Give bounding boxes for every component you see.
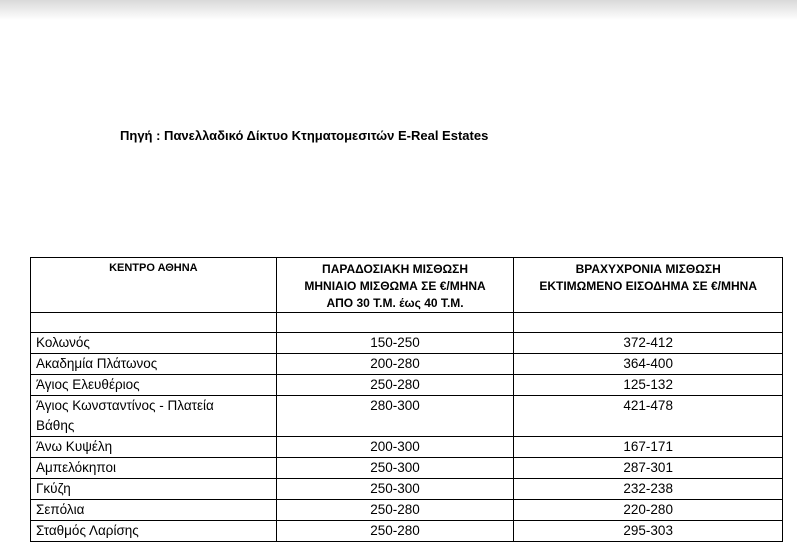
traditional-rent-cell: 250-300: [276, 479, 514, 500]
table-row: [31, 396, 783, 437]
short-term-rent-cell: 167-171: [514, 437, 783, 458]
area-cell: Άγιος Ελευθέριος: [31, 375, 277, 396]
header-traditional-line-3: ΑΠΟ 30 Τ.Μ. έως 40 Τ.Μ.: [326, 296, 464, 310]
area-cell: Αμπελόκηποι: [31, 458, 277, 479]
source-caption: Πηγή : Πανελλαδικό Δίκτυο Κτηματομεσιτών E-Real Estates: [120, 128, 489, 143]
area-cell: Άνω Κυψέλη: [31, 437, 277, 458]
top-shadow: [0, 0, 797, 20]
header-traditional-rent: [276, 258, 514, 313]
traditional-rent-cell: 250-280: [276, 500, 514, 521]
short-term-rent-cell: 421-478: [514, 396, 783, 437]
table-row: [31, 437, 783, 458]
short-term-rent-cell: 287-301: [514, 458, 783, 479]
area-cell: Κολωνός: [31, 333, 277, 354]
traditional-rent-cell: 250-280: [276, 375, 514, 396]
rent-comparison-table: [30, 257, 783, 542]
header-traditional-line-1: ΠΑΡΑΔΟΣΙΑΚΗ ΜΙΣΘΩΣΗ: [322, 262, 469, 276]
short-term-rent-cell: 372-412: [514, 333, 783, 354]
table-row: [31, 458, 783, 479]
table-row: [31, 479, 783, 500]
short-term-rent-cell: 220-280: [514, 500, 783, 521]
empty-cell: [276, 313, 514, 333]
traditional-rent-cell: 150-250: [276, 333, 514, 354]
table-header-row: [31, 258, 783, 313]
header-area-line: ΚΕΝΤΡΟ ΑΘΗΝΑ: [109, 262, 198, 274]
area-cell: Σεπόλια: [31, 500, 277, 521]
area-cell: Ακαδημία Πλάτωνος: [31, 354, 277, 375]
traditional-rent-cell: 250-300: [276, 458, 514, 479]
area-cell: Άγιος Κωνσταντίνος - Πλατεία Βάθης: [31, 396, 277, 437]
short-term-rent-cell: 232-238: [514, 479, 783, 500]
short-term-rent-cell: 125-132: [514, 375, 783, 396]
header-short-term-line-2: ΕΚΤΙΜΩΜΕΝΟ ΕΙΣΟΔΗΜΑ ΣΕ €/ΜΗΝΑ: [539, 279, 758, 293]
header-traditional-line-2: ΜΗΝΙΑΙΟ ΜΙΣΘΩΜΑ ΣΕ €/ΜΗΝΑ: [304, 279, 486, 293]
table-row: [31, 500, 783, 521]
traditional-rent-cell: 280-300: [276, 396, 514, 437]
table-row: [31, 521, 783, 542]
short-term-rent-cell: 295-303: [514, 521, 783, 542]
header-short-term-line-1: ΒΡΑΧΥΧΡΟΝΙΑ ΜΙΣΘΩΣΗ: [575, 262, 721, 276]
traditional-rent-cell: 200-300: [276, 437, 514, 458]
traditional-rent-cell: 200-280: [276, 354, 514, 375]
empty-cell: [514, 313, 783, 333]
table-row: [31, 354, 783, 375]
traditional-rent-cell: 250-280: [276, 521, 514, 542]
empty-cell: [31, 313, 277, 333]
area-cell: Γκύζη: [31, 479, 277, 500]
area-cell: Σταθμός Λαρίσης: [31, 521, 277, 542]
short-term-rent-cell: 364-400: [514, 354, 783, 375]
table-row: [31, 333, 783, 354]
header-area: [31, 258, 277, 313]
table-row: [31, 375, 783, 396]
empty-row: [31, 313, 783, 333]
header-short-term-rent: [514, 258, 783, 313]
